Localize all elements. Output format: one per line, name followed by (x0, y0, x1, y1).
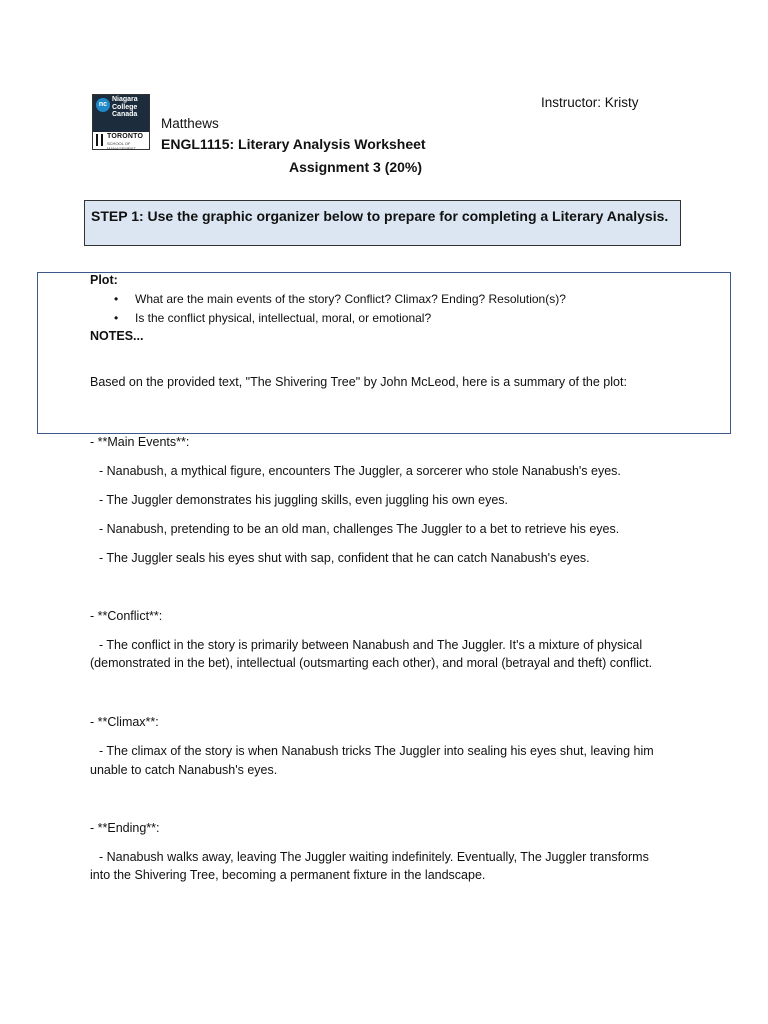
plot-question-text: Is the conflict physical, intellectual, moral, or emotional? (135, 311, 432, 325)
assignment-title: Assignment 3 (20%) (289, 159, 423, 175)
plot-label: Plot: (90, 273, 118, 287)
logo-name-line: Niagara (112, 96, 138, 103)
logo-badge: nc (96, 98, 110, 112)
ending-text-line: - Nanabush walks away, leaving The Juggler waiting indefinitely. Eventually, The Juggler transforms (99, 850, 649, 864)
logo-name (112, 96, 148, 119)
climax-text-line: unable to catch Nanabush's eyes. (90, 763, 278, 777)
notes-label: NOTES... (90, 329, 144, 343)
main-event-item: - Nanabush, a mythical figure, encounters The Juggler, a sorcerer who stole Nanabush's eyes. (99, 464, 621, 478)
logo-bottom (93, 132, 149, 149)
bullet-icon: • (114, 292, 119, 306)
plot-question (90, 290, 566, 309)
logo-name-line: College (112, 103, 138, 111)
logo-top (93, 95, 149, 131)
conflict-text-line: - The conflict in the story is primarily between Nanabush and The Juggler. It's a mixture of physical (99, 638, 643, 652)
summary-intro: Based on the provided text, "The Shivering Tree" by John McLeod, here is a summary of the plot: (90, 375, 627, 389)
plot-question-text: What are the main events of the story? Conflict? Climax? Ending? Resolution(s)? (135, 292, 566, 306)
climax-heading: - **Climax**: (90, 715, 159, 729)
ending-heading: - **Ending**: (90, 821, 160, 835)
logo-mark-icon (96, 134, 103, 146)
step1-banner: STEP 1: Use the graphic organizer below to prepare for completing a Literary Analysis. (84, 200, 681, 246)
logo-campus: TORONTO (107, 133, 144, 140)
conflict-text-line: (demonstrated in the bet), intellectual (outsmarting each other), and moral (betrayal and theft) conflict. (90, 656, 653, 670)
main-event-item: - Nanabush, pretending to be an old man, challenges The Juggler to a bet to retrieve his eyes. (99, 522, 620, 536)
course-title: ENGL1115: Literary Analysis Worksheet (161, 136, 426, 152)
college-logo (92, 94, 150, 150)
instructor-last-name: Matthews (161, 116, 219, 131)
plot-question (90, 309, 566, 328)
climax-text-line: - The climax of the story is when Nanabush tricks The Juggler into sealing his eyes shut, leaving him (99, 744, 654, 758)
bullet-icon: • (114, 311, 119, 325)
instructor-name: Instructor: Kristy (541, 95, 639, 110)
logo-campus-sub: SCHOOL OF MANAGEMENT (107, 141, 136, 151)
logo-name-line: Canada (112, 111, 138, 118)
ending-text-line: into the Shivering Tree, becoming a permanent fixture in the landscape. (90, 868, 486, 882)
main-event-item: - The Juggler seals his eyes shut with sap, confident that he can catch Nanabush's eyes. (99, 551, 590, 565)
main-events-heading: - **Main Events**: (90, 435, 190, 449)
main-event-item: - The Juggler demonstrates his juggling skills, even juggling his own eyes. (99, 493, 509, 507)
plot-questions (90, 290, 566, 328)
conflict-heading: - **Conflict**: (90, 609, 163, 623)
